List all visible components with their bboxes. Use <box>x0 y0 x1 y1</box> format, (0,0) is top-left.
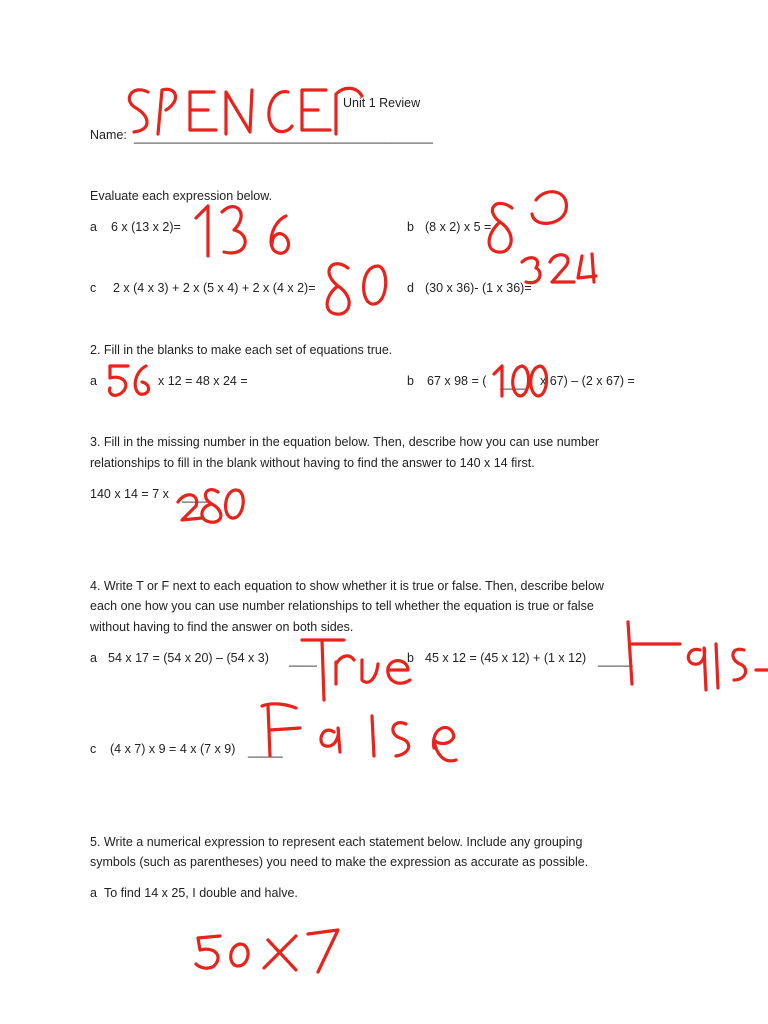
question-4c-letter: c <box>90 742 97 756</box>
question-3-blank[interactable]: ____ <box>182 489 210 503</box>
section1-instruction: Evaluate each expression below. <box>90 189 273 203</box>
question-4a-letter: a <box>90 651 97 665</box>
question-1c-text: 2 x (4 x 3) + 2 x (5 x 4) + 2 x (4 x 2)= <box>113 281 316 295</box>
handwritten-name <box>129 88 362 134</box>
question-4b-text: 45 x 12 = (45 x 12) + (1 x 12) <box>425 651 587 665</box>
question-2b-text-pre: 67 x 98 = ( <box>427 374 487 388</box>
answer-4b <box>628 622 768 690</box>
question-1a-letter: a <box>90 220 97 234</box>
question-2a-text: x 12 = 48 x 24 = <box>158 374 248 388</box>
question-2b-text-post: x 67) – (2 x 67) = <box>540 374 635 388</box>
question-1a-text: 6 x (13 x 2)= <box>111 220 181 234</box>
section3-instruction-line1: 3. Fill in the missing number in the equation below. Then, describe how you can use number <box>90 435 600 449</box>
answer-1a <box>196 206 289 256</box>
question-4a-blank[interactable]: ____ <box>289 653 317 667</box>
section5-instruction-line1: 5. Write a numerical expression to represent each statement below. Include any grouping <box>90 835 583 849</box>
question-1b-text: (8 x 2) x 5 = <box>425 220 492 234</box>
section4-instruction-line2: each one how you can use number relationships to tell whether the equation is true or false <box>90 599 594 613</box>
name-field[interactable]: ___________________________________________ <box>134 130 433 144</box>
answer-4a <box>302 640 410 700</box>
question-1b-letter: b <box>407 220 414 234</box>
section2-instruction: 2. Fill in the blanks to make each set of equations true. <box>90 343 393 357</box>
question-1c-letter: c <box>90 281 97 295</box>
answer-1d <box>522 254 596 283</box>
question-4c-text: (4 x 7) x 9 = 4 x (7 x 9) <box>110 742 236 756</box>
question-4b-blank[interactable]: _____ <box>598 653 633 667</box>
question-1d-letter: d <box>407 281 414 295</box>
question-4b-letter: b <box>407 651 414 665</box>
question-4c-blank[interactable]: _____ <box>248 744 283 758</box>
answer-2b <box>494 366 547 396</box>
name-label: Name: <box>90 128 127 142</box>
answer-4c <box>262 704 456 761</box>
section4-instruction-line1: 4. Write T or F next to each equation to show whether it is true or false. Then, describe below <box>90 579 604 593</box>
answer-2a <box>109 366 148 395</box>
question-1d-text: (30 x 36)- (1 x 36)= <box>425 281 532 295</box>
question-5a-letter: a <box>90 886 97 900</box>
answer-1c <box>327 264 386 314</box>
answer-3 <box>178 490 243 523</box>
section5-instruction-line2: symbols (such as parentheses) you need to make the expression as accurate as possible. <box>90 855 589 869</box>
question-2b-blank[interactable]: ____ <box>500 376 528 390</box>
question-3-equation: 140 x 14 = 7 x <box>90 487 169 501</box>
question-5a-text: To find 14 x 25, I double and halve. <box>104 886 298 900</box>
page-title: Unit 1 Review <box>343 96 421 110</box>
answer-1b <box>489 192 566 252</box>
answer-5a <box>196 930 338 972</box>
question-4a-text: 54 x 17 = (54 x 20) – (54 x 3) <box>108 651 269 665</box>
question-2a-letter: a <box>90 374 97 388</box>
question-2b-letter: b <box>407 374 414 388</box>
section3-instruction-line2: relationships to fill in the blank without having to find the answer to 140 x 14 first. <box>90 456 535 470</box>
section4-instruction-line3: without having to find the answer on both sides. <box>90 620 354 634</box>
